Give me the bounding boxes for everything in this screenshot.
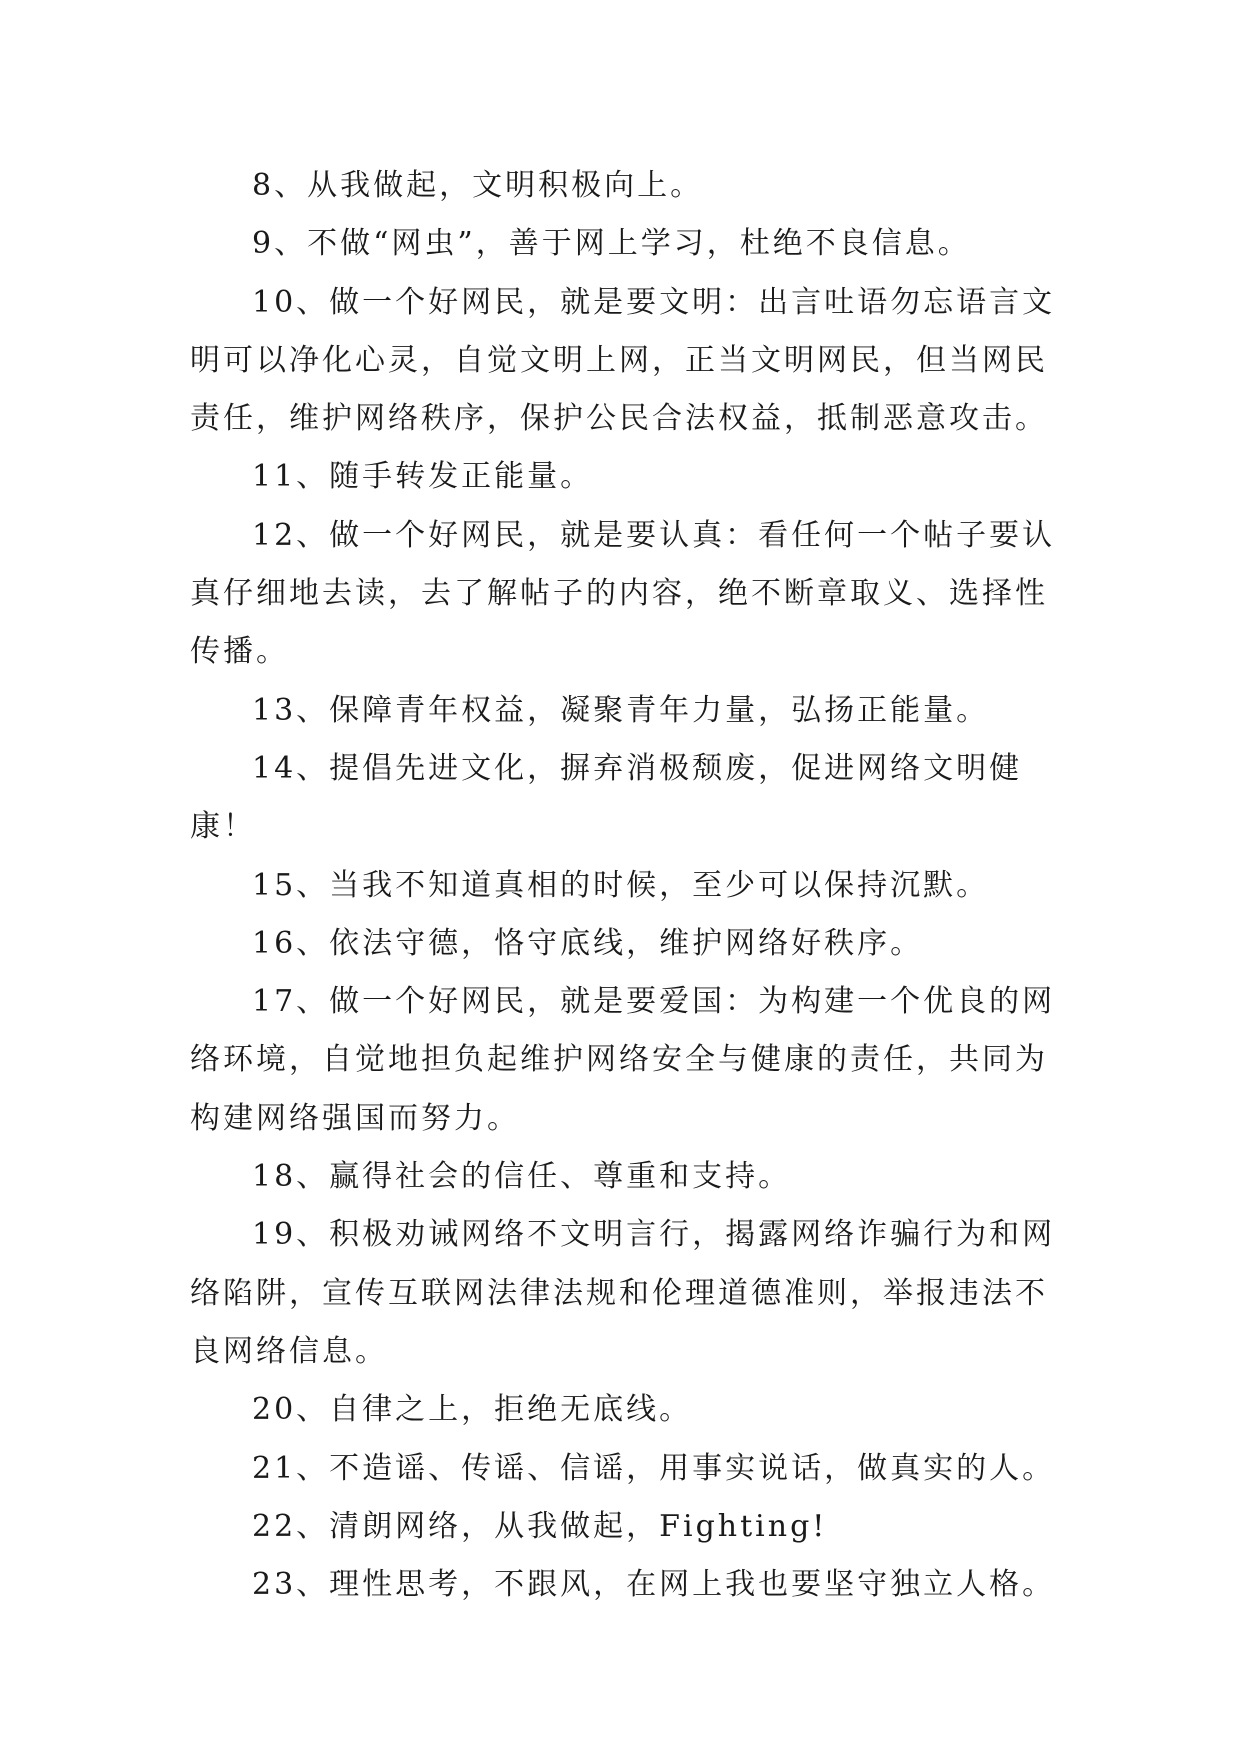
paragraph-10: 10、做一个好网民，就是要文明：出言吐语勿忘语言文明可以净化心灵，自觉文明上网，正当文明网民，但当网民责任，维护网络秩序，保护公民合法权益，抵制恶意攻击。 — [190, 284, 1056, 437]
paragraph-13: 13、保障青年权益，凝聚青年力量，弘扬正能量。 — [252, 692, 990, 728]
paragraph-11: 11、随手转发正能量。 — [252, 459, 594, 495]
paragraph-21: 21、不造谣、传谣、信谣，用事实说话，做真实的人。 — [252, 1450, 1056, 1486]
paragraph-23: 23、理性思考，不跟风，在网上我也要坚守独立人格。 — [252, 1567, 1056, 1603]
paragraph-8: 8、从我做起，文明积极向上。 — [252, 168, 704, 203]
paragraph-16: 16、依法守德，恪守底线，维护网络好秩序。 — [252, 925, 924, 961]
paragraph-20: 20、自律之上，拒绝无底线。 — [252, 1392, 693, 1428]
paragraph-18: 18、赢得社会的信任、尊重和支持。 — [252, 1159, 792, 1195]
paragraph-22: 22、清朗网络，从我做起，Fighting! — [252, 1508, 828, 1544]
paragraph-17: 17、做一个好网民，就是要爱国：为构建一个优良的网络环境，自觉地担负起维护网络安全与健康的责任，共同为构建网络强国而努力。 — [190, 984, 1056, 1136]
paragraph-12: 12、做一个好网民，就是要认真：看任何一个帖子要认真仔细地去读，去了解帖子的内容，绝不断章取义、选择性传播。 — [190, 517, 1056, 670]
paragraph-14: 14、提倡先进文化，摒弃消极颓废，促进网络文明健康！ — [190, 750, 1023, 845]
paragraph-9: 9、不做“网虫”，善于网上学习，杜绝不良信息。 — [252, 226, 971, 262]
document-body — [190, 157, 1070, 1614]
paragraph-15: 15、当我不知道真相的时候，至少可以保持沉默。 — [252, 867, 990, 903]
paragraph-19: 19、积极劝诫网络不文明言行，揭露网络诈骗行为和网络陷阱，宣传互联网法律法规和伦理道德准则，举报违法不良网络信息。 — [190, 1217, 1056, 1369]
